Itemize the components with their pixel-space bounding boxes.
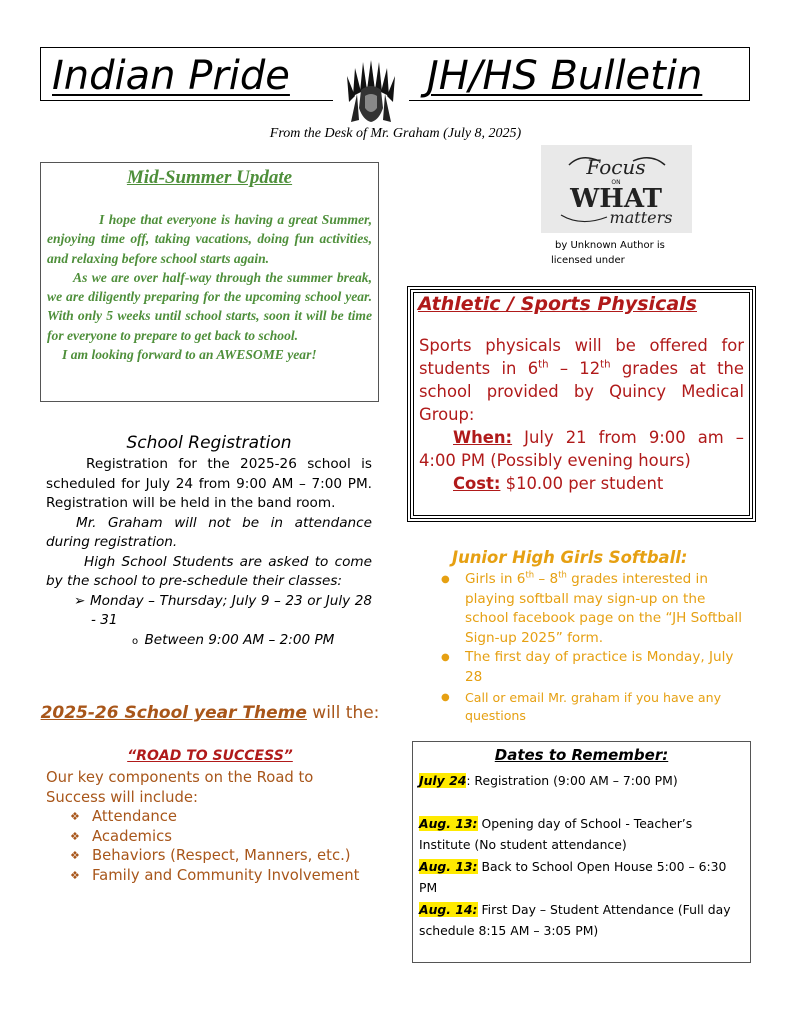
registration-p3: High School Students are asked to come by the school to pre-schedule their classes:: [46, 553, 372, 589]
caption-line-1: by Unknown Author is: [555, 240, 665, 251]
mid-summer-p3: I am looking forward to an AWESOME year!: [62, 347, 317, 363]
title-indian-pride: Indian Pride: [52, 53, 290, 99]
from-desk-line: From the Desk of Mr. Graham (July 8, 2025): [269, 126, 522, 141]
diamond-bullet-icon: ❖: [70, 829, 80, 843]
caption-line-2: licensed under: [551, 255, 625, 266]
dates-body: [419, 770, 745, 942]
mid-summer-body: [47, 210, 372, 364]
dates-title: Dates to Remember:: [494, 746, 669, 764]
theme-title: 2025-26 School year Theme will the:: [40, 703, 380, 723]
focus-on-what-matters-image: [541, 145, 692, 233]
list-item: ❖ Attendance: [70, 808, 178, 825]
registration-body: [46, 455, 372, 651]
list-item: ❖ Family and Community Involvement: [70, 866, 360, 884]
bullet-icon: ●: [441, 652, 450, 663]
theme-intro: Our key components on the Road to Success will include:: [46, 769, 314, 806]
focus-word: Focus: [586, 155, 646, 179]
diamond-bullet-icon: ❖: [70, 849, 80, 862]
diamond-bullet-icon: ❖: [70, 868, 80, 882]
title-bulletin: JH/HS Bulletin: [427, 53, 703, 99]
list-item: ❖ Academics: [70, 827, 172, 845]
physicals-title: Athletic / Sports Physicals: [418, 293, 697, 315]
physicals-when: When: July 21 from 9:00 am – 4:00 PM (Possibly evening hours): [419, 428, 744, 470]
date-row: Aug. 13: Opening day of School - Teacher’s Institute (No student attendance): [419, 815, 693, 852]
list-item: ❖ Behaviors (Respect, Manners, etc.): [70, 847, 351, 864]
bullet-icon: ●: [441, 574, 450, 585]
what-word: WHAT: [570, 184, 662, 214]
date-row: Aug. 14: First Day – Student Attendance (Full day schedule 8:15 AM – 3:05 PM): [419, 901, 731, 938]
softball-list: [441, 570, 751, 725]
registration-p1: Registration for the 2025-26 school is scheduled for July 24 from 9:00 AM – 7:00 PM. Registration will be held in the band room.: [46, 456, 372, 511]
bullet-icon: ●: [441, 692, 450, 703]
theme-list: [70, 807, 380, 885]
registration-sub-bullet: o Between 9:00 AM – 2:00 PM: [132, 631, 335, 648]
date-row: Aug. 13: Back to School Open House 5:00 – 6:30 PM: [419, 858, 727, 895]
mid-summer-p2: As we are over half-way through the summer break, we are diligently preparing for the upcoming school year. With only 5 weeks until school starts, soon it will be time for everyone to prepare to get back to school.: [47, 269, 372, 343]
registration-title: School Registration: [126, 433, 292, 453]
diamond-bullet-icon: ❖: [70, 810, 80, 823]
physicals-intro: Sports physicals will be offered for students in 6th – 12th grades at the school provided by Quincy Medical Group:: [419, 336, 744, 424]
image-caption: [551, 238, 691, 268]
on-word: ON: [611, 179, 621, 186]
softball-title: Junior High Girls Softball:: [452, 548, 688, 567]
mid-summer-p1: I hope that everyone is having a great Summer, enjoying time off, taking vacations, doing fun activities, and relaxing before school starts again.: [47, 212, 372, 266]
theme-subtitle: “ROAD TO SUCCESS”: [127, 748, 293, 764]
list-item: ● The first day of practice is Monday, July 28: [441, 649, 734, 685]
list-item: ● Girls in 6th – 8th grades interested in playing softball may sign-up on the school facebook page on the “JH Softball Sign-up 2025” form.: [441, 569, 742, 646]
date-row: July 24: Registration (9:00 AM – 7:00 PM): [419, 773, 678, 788]
circle-bullet-icon: o: [132, 635, 145, 647]
registration-bullet: ➢ Monday – Thursday; July 9 – 23 or July 28 - 31: [74, 592, 372, 628]
arrow-bullet-icon: ➢: [74, 592, 90, 609]
mid-summer-title: Mid-Summer Update: [126, 167, 293, 188]
physicals-body: [419, 334, 744, 495]
matters-word: matters: [609, 208, 673, 227]
chief-headdress-logo: [333, 50, 409, 126]
registration-p2: Mr. Graham will not be in attendance during registration.: [46, 514, 372, 550]
physicals-cost: Cost: $10.00 per student: [453, 474, 664, 493]
list-item: ● Call or email Mr. graham if you have any questions: [441, 690, 722, 723]
